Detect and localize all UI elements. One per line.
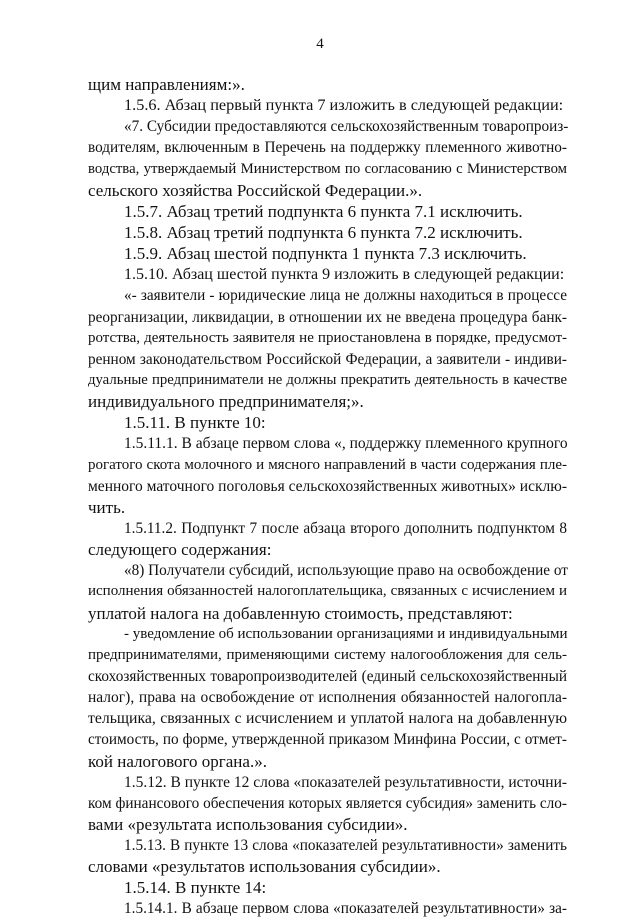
text-line: 1.5.10. Абзац шестой пункта 9 изложить в следующей редакции: [124,266,565,284]
text-line: 1.5.6. Абзац первый пункта 7 изложить в следующей редакции: [124,96,564,115]
text-line: 1.5.13. В пункте 13 слова «показателей результативности» заменить [124,837,567,855]
text-line: 1.5.7. Абзац третий подпункта 6 пункта 7.1 исключить. [124,201,523,221]
text-line: словами «результатов использования субсидии». [88,857,441,877]
text-line: следующего содержания: [88,540,272,560]
text-line: стоимость, по форме, утвержденной приказом Минфина России, с отмет- [88,731,567,749]
text-line: ротства, деятельность заявителя не приостановлена в порядке, предусмот- [88,329,567,346]
text-line: водителям, включенным в Перечень на поддержку племенного животно- [88,139,567,157]
text-line: «8) Получатели субсидий, использующие право на освобождение от [124,562,568,580]
page-number: 4 [316,36,324,52]
text-line: уплатой налога на добавленную стоимость, представляют: [88,603,513,623]
text-line: 1.5.11.2. Подпункт 7 после абзаца второго дополнить подпунктом 8 [124,519,567,537]
text-line: кой налогового органа.». [88,751,267,771]
text-line: индивидуального предпринимателя;». [88,392,364,412]
text-line: сельского хозяйства Российской Федерации.». [88,180,423,200]
text-line: 1.5.11.1. В абзаце первом слова «, поддержку племенного крупного [124,435,568,453]
text-line: исполнения обязанностей налогоплательщика, связанных с исчислением и [88,583,567,600]
text-line: дуальные предприниматели не должны прекратить деятельность в качестве [88,371,567,388]
text-line: реорганизации, ликвидации, в отношении их не введена процедура банк- [88,308,567,326]
text-line: щим направлениям:». [88,75,245,94]
text-line: ренном законодательством Российской Федерации, а заявители - индиви- [88,350,567,368]
text-line: 1.5.14.1. В абзаце первом слова «показателей результативности» за- [124,900,567,918]
text-line: чить. [88,497,126,517]
text-line: тельщика, связанных с исчислением и уплатой налога на добавленную [88,710,567,728]
text-line: 1.5.9. Абзац шестой подпункта 1 пункта 7.3 исключить. [124,244,527,264]
text-line: - уведомление об использовании организациями и индивидуальными [124,625,568,642]
text-line: 1.5.14. В пункте 14: [124,878,267,898]
document-body [88,74,567,920]
text-line: налог), права на освобождение от исполнения обязанностей налогопла- [88,689,567,707]
text-line: 1.5.8. Абзац третий подпункта 6 пункта 7.2 исключить. [124,222,523,242]
text-line: скохозяйственных товаропроизводителей (единый сельскохозяйственный [88,667,567,685]
text-line: рогатого скота молочного и мясного направлений в части содержания пле- [88,456,567,473]
text-line: 1.5.12. В пункте 12 слова «показателей результативности, источни- [124,773,568,791]
text-line: «7. Субсидии предоставляются сельскохозяйственным товаропроиз- [124,118,569,136]
text-line: 1.5.11. В пункте 10: [124,413,266,433]
text-line: водства, утверждаемый Министерством по согласованию с Министерством [88,160,567,177]
text-line: «- заявители - юридические лица не должны находиться в процессе [124,287,567,305]
text-line: предпринимателями, применяющими систему налогообложения для сель- [88,646,567,663]
text-line: менного маточного поголовья сельскохозяйственных животных» исклю- [88,477,567,495]
text-line: вами «результата использования субсидии». [88,814,408,834]
text-line: ком финансового обеспечения которых является субсидия» заменить сло- [88,794,567,812]
